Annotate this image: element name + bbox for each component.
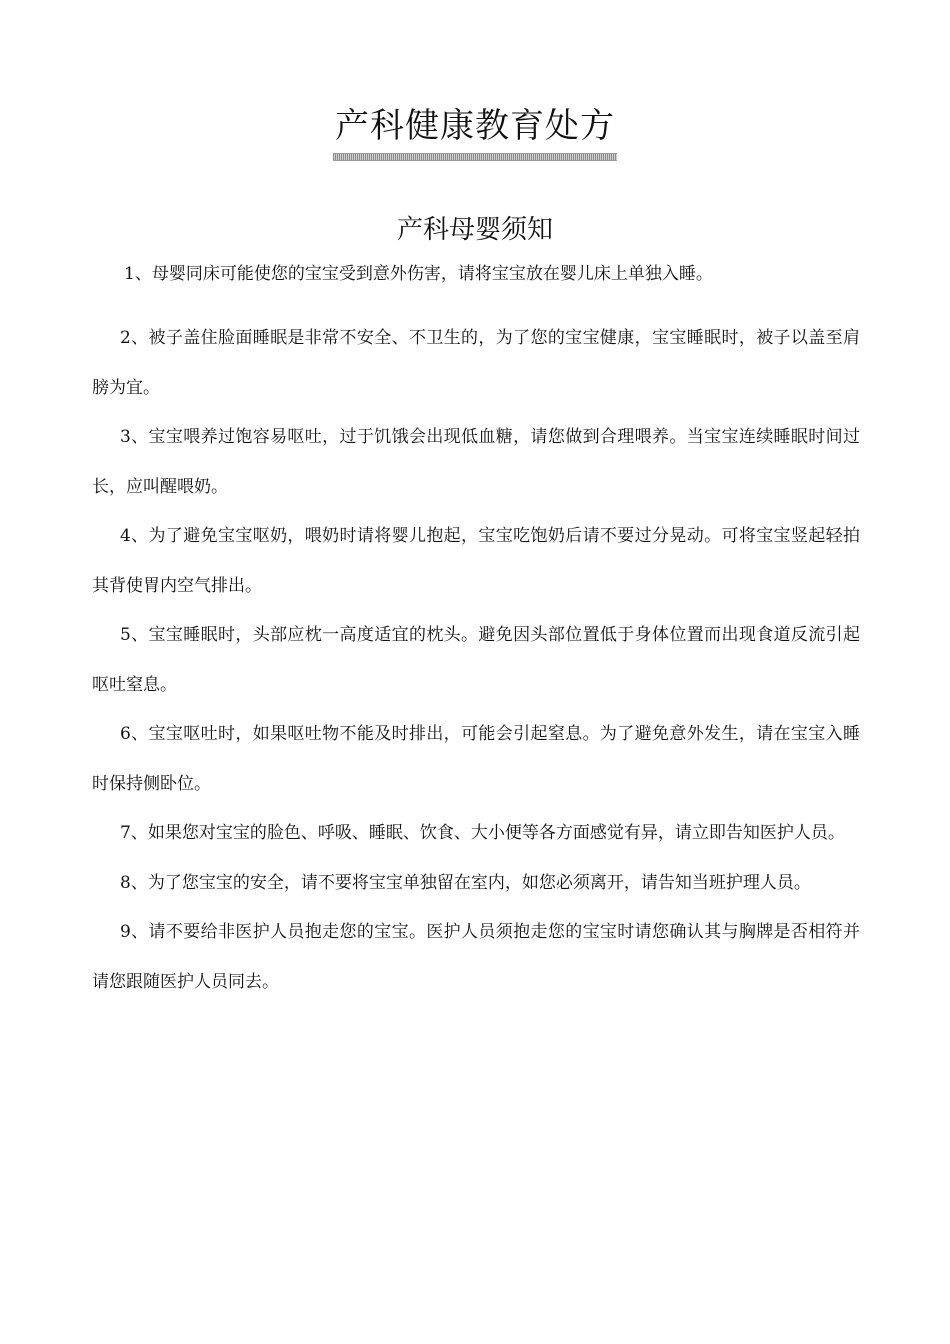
notice-item-number: 5、 (120, 625, 149, 645)
notice-item-text: 宝宝呕吐时，如果呕吐物不能及时排出，可能会引起窒息。为了避免意外发生，请在宝宝入睡时保持侧卧位。 (92, 724, 860, 794)
notice-item (92, 859, 860, 909)
notice-item-number: 7、 (120, 823, 148, 843)
notice-item (92, 611, 860, 710)
notice-item (92, 512, 860, 611)
document-title: 产科健康教育处方 (335, 106, 615, 146)
notice-item-text: 被子盖住脸面睡眠是非常不安全、不卫生的，为了您的宝宝健康，宝宝睡眠时，被子以盖至肩膀为宜。 (92, 328, 860, 398)
notice-item-number: 2、 (120, 328, 149, 348)
notice-item (92, 908, 860, 1007)
notice-item-text: 宝宝喂养过饱容易呕吐，过于饥饿会出现低血糖，请您做到合理喂养。当宝宝连续睡眠时间过长，应叫醒喂奶。 (92, 427, 860, 497)
notice-item (92, 413, 860, 512)
notice-item-text: 请不要给非医护人员抱走您的宝宝。医护人员须抱走您的宝宝时请您确认其与胸牌是否相符并请您跟随医护人员同去。 (92, 922, 860, 992)
notice-item-text: 为了您宝宝的安全，请不要将宝宝单独留在室内，如您必须离开，请告知当班护理人员。 (147, 872, 811, 893)
notice-item-number: 1、 (124, 264, 152, 284)
notice-item (92, 259, 860, 289)
notice-item-text: 如果您对宝宝的脸色、呼吸、睡眠、饮食、大小便等各方面感觉有异，请立即告知医护人员。 (147, 823, 845, 843)
notice-item-text: 母婴同床可能使您的宝宝受到意外伤害，请将宝宝放在婴儿床上单独入睡。 (151, 264, 713, 284)
notice-item (92, 809, 860, 859)
notice-item-number: 9、 (120, 922, 149, 942)
notice-item (92, 710, 860, 809)
notice-item-text: 为了避免宝宝呕奶，喂奶时请将婴儿抱起，宝宝吃饱奶后请不要过分晃动。可将宝宝竖起轻拍其背使胃内空气排出。 (92, 526, 860, 596)
section-title: 产科母婴须知 (396, 215, 553, 245)
notice-item-number: 4、 (120, 526, 149, 546)
notice-item-number: 3、 (120, 427, 149, 447)
notice-item (92, 314, 860, 413)
notice-item-number: 6、 (120, 724, 149, 744)
title-underline (333, 153, 617, 161)
notice-list (92, 259, 860, 1007)
notice-item-text: 宝宝睡眠时，头部应枕一高度适宜的枕头。避免因头部位置低于身体位置而出现食道反流引起呕吐窒息。 (92, 625, 860, 695)
notice-item-number: 8、 (120, 872, 148, 893)
